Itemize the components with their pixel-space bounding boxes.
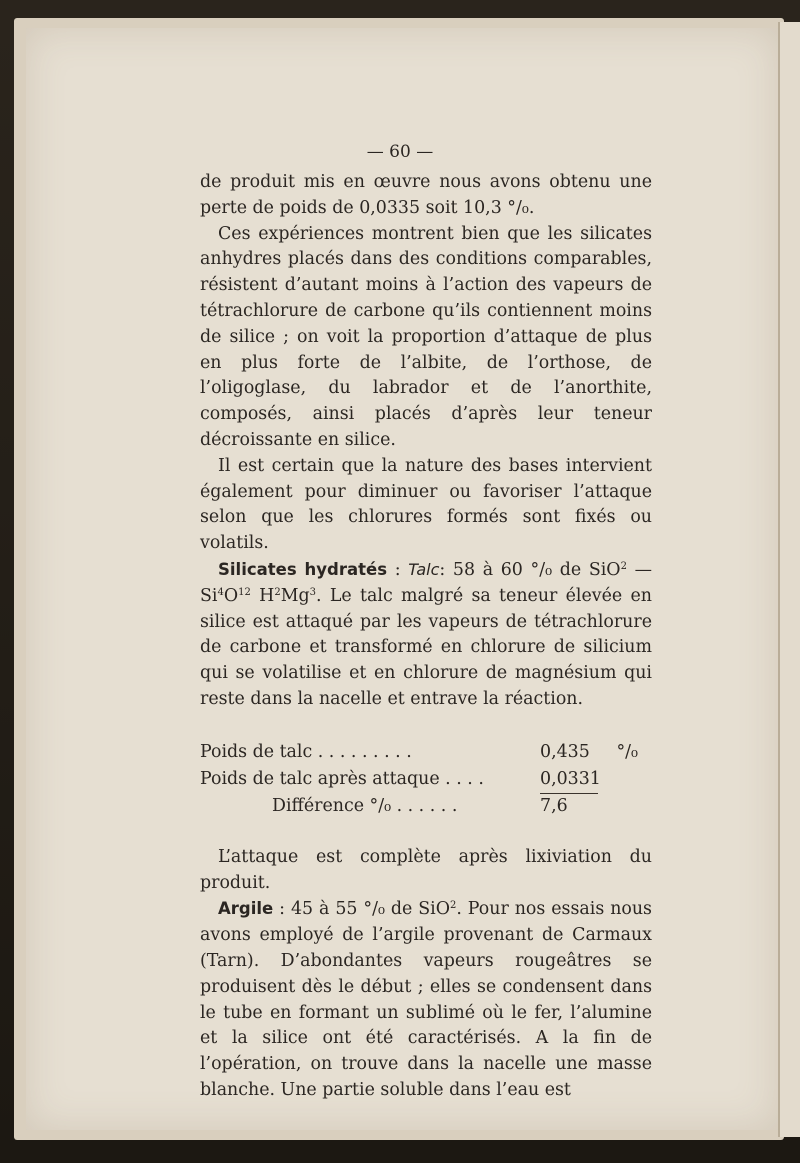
row-label: Différence °/₀ . . . . . . xyxy=(272,795,458,816)
term-talc: Talc xyxy=(408,559,440,579)
paragraph-argile: Argile : 45 à 55 °/₀ de SiO$^2$. Pour nos essais nous avons employé de l’argile provenant de Carmaux (Tarn). D’abondantes vapeurs rougeâtres se produisent dès le début ; elles se condensent dans le tube en formant un sublimé où le fer, l’alumine et la silice ont été caractérisés. A la fin de l’opération, on trouve dans la nacelle une masse blanche. Une partie soluble dans l’eau est xyxy=(200,899,652,1100)
paragraph-silicates-hydrates: Silicates hydratés : Talc: 58 à 60 °/₀ de SiO$^2$ — $Si^4O^{12}$ $H^2Mg^3$. Le talc malgré sa teneur élevée en silice est attaqué par les vapeurs de tétrachlorure de carbone et transformé en chlorure de silicium qui se volatilise et en chlorure de magnésium qui reste dans la nacelle et entrave la réaction. xyxy=(200,559,652,709)
talc-results-table xyxy=(200,740,652,821)
row-label: Poids de talc . . . . . . . . . xyxy=(200,741,412,762)
row-value: 0,435 xyxy=(540,741,590,762)
paragraph-continuation: de produit mis en œuvre nous avons obtenu une perte de poids de 0,0335 soit 10,3 °/₀. xyxy=(200,172,652,218)
page-number: — 60 — xyxy=(366,142,434,162)
section-heading-argile: Argile xyxy=(218,899,274,919)
paragraph-lixiviation: L’attaque est complète après lixiviation du produit. xyxy=(200,846,652,893)
paragraph-silicates-anhydres: Ces expériences montrent bien que les silicates anhydres placés dans des conditions comparables, résistent d’autant moins à l’action des vapeurs de tétrachlorure de carbone qu’ils contiennent moins de silice ; on voit la proportion d’attaque de plus en plus forte de l’albite, de l’orthose, de l’oligoglase, du labrador et de l’anorthite, composés, ainsi placés d’après leur teneur décroissante en silice. xyxy=(200,223,652,450)
table-row-total xyxy=(200,794,652,821)
next-page-edge xyxy=(778,22,800,1137)
body-text xyxy=(200,170,652,1104)
section-heading-silicates-hydrates: Silicates hydratés xyxy=(218,559,388,579)
table-row xyxy=(200,767,652,794)
paragraph-bases: Il est certain que la nature des bases intervient également pour diminuer ou favoriser l’attaque selon que les chlorures formés sont fixés ou volatils. xyxy=(200,455,652,554)
row-unit: °/₀ xyxy=(616,741,638,762)
row-value: 0,0331 xyxy=(540,767,598,794)
row-value: 7,6 xyxy=(540,795,568,816)
row-label: Poids de talc après attaque . . . . xyxy=(200,768,484,789)
table-row xyxy=(200,740,652,767)
